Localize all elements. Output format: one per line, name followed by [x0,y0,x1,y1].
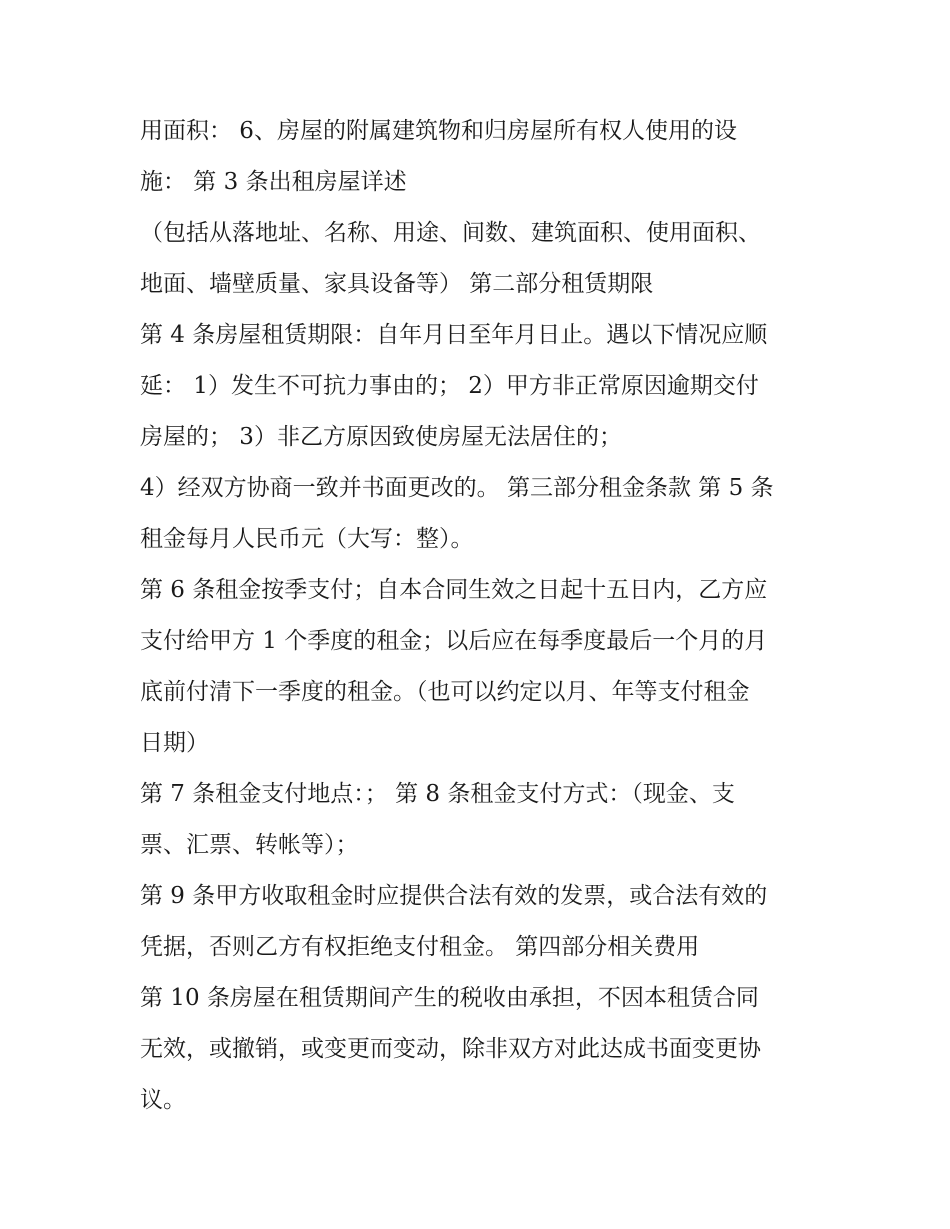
text-line: 第 10 条房屋在租赁期间产生的税收由承担，不因本租赁合同 [140,985,759,1011]
text-line: 第 7 条租金支付地点：； 第 8 条租金支付方式：（现金、支 [140,781,735,807]
text-line: 延： 1）发生不可抗力事由的； 2）甲方非正常原因逾期交付 [140,373,759,399]
text-line: （包括从落地址、名称、用途、间数、建筑面积、使用面积、 [140,220,761,246]
text-line: 凭据，否则乙方有权拒绝支付租金。 第四部分相关费用 [140,934,700,960]
text-line: 议。 [140,1087,186,1113]
text-line: 日期） [140,730,209,756]
text-line: 租金每月人民币元（大写：整）。 [140,526,474,552]
text-line: 第 4 条房屋租赁期限：自年月日至年月日止。遇以下情况应顺 [140,322,768,348]
text-line: 支付给甲方 1 个季度的租金；以后应在每季度最后一个月的月 [140,628,768,654]
text-line: 房屋的； 3）非乙方原因致使房屋无法居住的； [140,424,622,450]
text-line: 票、汇票、转帐等）； [140,832,359,858]
text-line: 第 9 条甲方收取租金时应提供合法有效的发票，或合法有效的 [140,883,768,909]
text-line: 4）经双方协商一致并书面更改的。 第三部分租金条款 第 5 条 [140,475,774,501]
text-line: 第 6 条租金按季支付；自本合同生效之日起十五日内，乙方应 [140,577,768,603]
text-line: 施： 第 3 条出租房屋详述 [140,169,407,195]
text-line: 底前付清下一季度的租金。（也可以约定以月、年等支付租金 [140,679,750,705]
document-body [140,106,830,1126]
text-line: 无效，或撤销，或变更而变动，除非双方对此达成书面变更协 [140,1036,761,1062]
text-line: 地面、墙壁质量、家具设备等） 第二部分租赁期限 [140,271,654,297]
text-line: 用面积： 6、房屋的附属建筑物和归房屋所有权人使用的设 [140,118,737,144]
